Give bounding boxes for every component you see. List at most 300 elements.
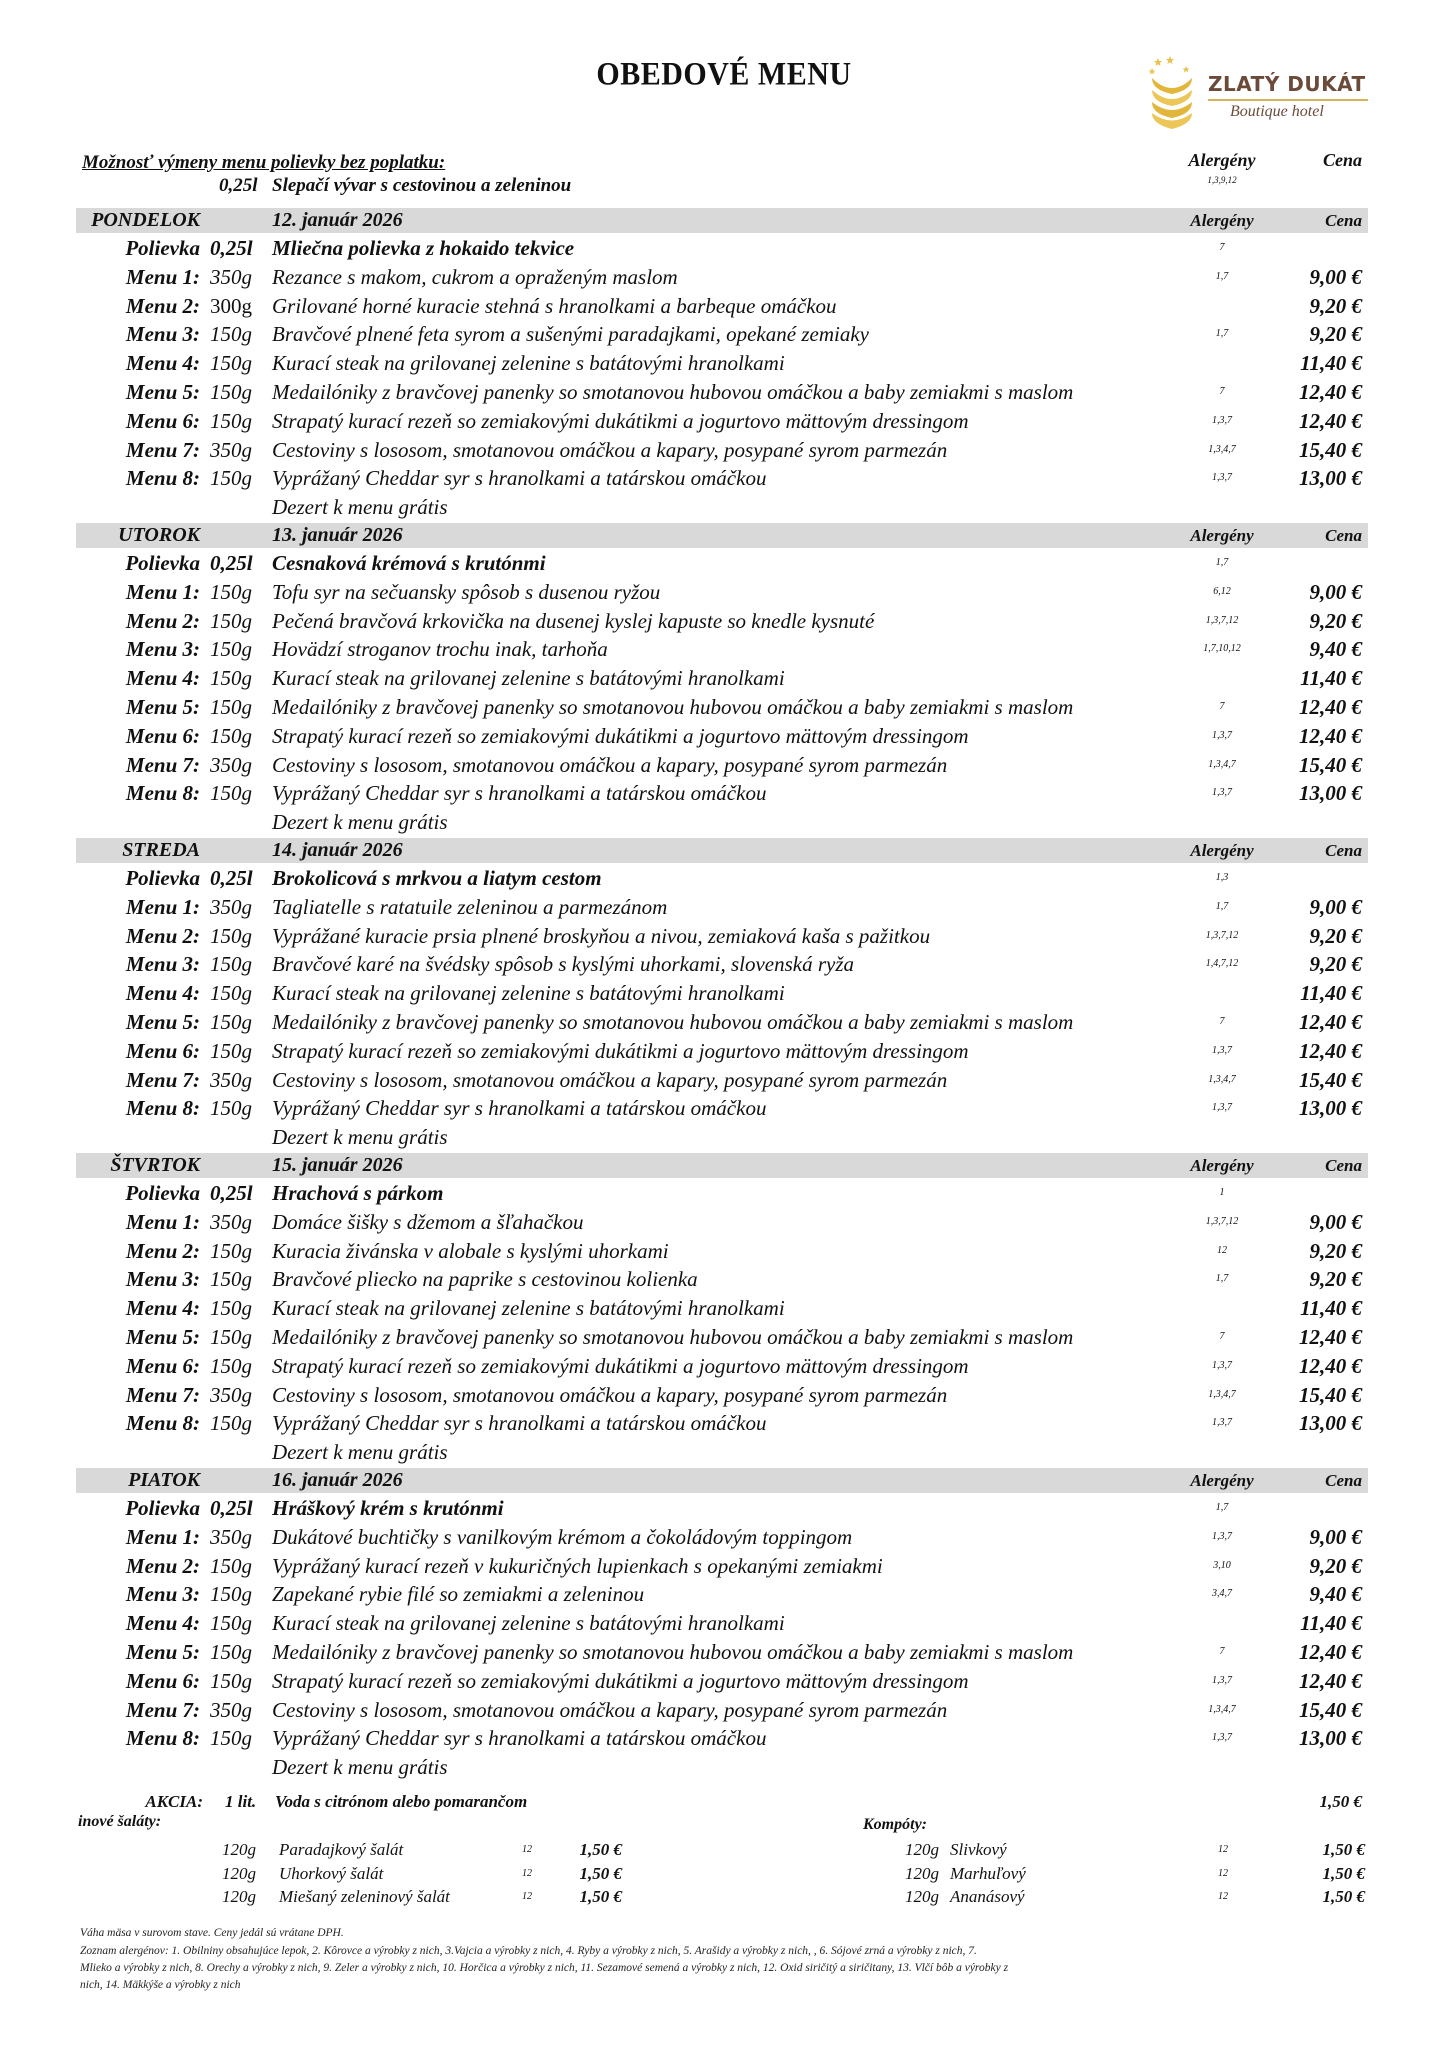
menu-allergens: 1,3,7 <box>1212 787 1232 799</box>
menu-price: 9,20 € <box>1309 1267 1362 1292</box>
item-weight: 120g <box>905 1863 939 1883</box>
menu-weight: 150g <box>210 666 252 691</box>
menu-label: Menu 6: <box>125 1668 200 1693</box>
dessert-row <box>0 1753 1448 1781</box>
item-weight: 120g <box>222 1887 256 1906</box>
soup-row <box>0 1494 1448 1522</box>
menu-row <box>0 950 1448 978</box>
menu-price: 11,40 € <box>1300 666 1362 691</box>
item-allergens: 12 <box>1218 1844 1228 1855</box>
soup-weight: 0,25l <box>210 1181 253 1205</box>
menu-dish-name: Vyprážaný Cheddar syr s hranolkami a tatárskou omáčkou <box>272 1411 767 1436</box>
day-date: 16. január 2026 <box>272 1469 403 1491</box>
item-name: Paradajkový šalát <box>279 1840 404 1859</box>
menu-allergens: 1,3,4,7 <box>1208 758 1236 770</box>
menu-price: 15,40 € <box>1299 1067 1362 1092</box>
menu-label: Menu 2: <box>125 923 200 948</box>
menu-allergens: 1,3,7 <box>1212 1359 1232 1371</box>
menu-price: 9,00 € <box>1309 1524 1362 1549</box>
menu-dish-name: Kurací steak na grilovanej zelenine s batátovými hranolkami <box>272 666 785 691</box>
promo-price: 1,50 € <box>1319 1792 1362 1811</box>
menu-label: Menu 1: <box>125 1524 200 1549</box>
menu-allergens: 1,3,7 <box>1212 472 1232 484</box>
allergens-column-header: Alergény <box>1190 841 1254 860</box>
menu-weight: 350g <box>210 1067 252 1092</box>
menu-price: 9,40 € <box>1309 1582 1362 1607</box>
dessert-row <box>0 493 1448 521</box>
hotel-logo <box>1140 52 1380 132</box>
menu-dish-name: Tofu syr na sečuansky spôsob s dusenou ryžou <box>272 579 661 604</box>
menu-price: 12,40 € <box>1299 408 1362 433</box>
menu-allergens: 3,4,7 <box>1212 1588 1232 1600</box>
menu-label: Menu 1: <box>125 1209 200 1234</box>
item-price: 1,50 € <box>579 1840 622 1859</box>
item-price: 1,50 € <box>1322 1840 1365 1859</box>
menu-price: 12,40 € <box>1299 1325 1362 1349</box>
menu-weight: 150g <box>210 322 252 347</box>
soup-weight: 0,25l <box>210 1496 253 1520</box>
menu-row <box>0 1381 1448 1409</box>
menu-allergens: 1,3,7 <box>1212 1530 1232 1542</box>
item-name: Ananásový <box>950 1887 1025 1906</box>
menu-weight: 150g <box>210 1582 252 1607</box>
menu-row <box>0 1294 1448 1322</box>
menu-price: 13,00 € <box>1299 1726 1362 1751</box>
menu-price: 9,20 € <box>1309 923 1362 948</box>
price-column-header: Cena <box>1325 211 1362 230</box>
menu-dish-name: Strapatý kurací rezeň so zemiakovými dukátikmi a jogurtovo mättovým dressingom <box>272 1668 969 1693</box>
menu-row <box>0 693 1448 721</box>
item-weight: 120g <box>905 1840 939 1859</box>
menu-row <box>0 635 1448 663</box>
soup-weight: 0,25l <box>210 236 253 260</box>
menu-dish-name: Vyprážaný Cheddar syr s hranolkami a tatárskou omáčkou <box>272 1096 767 1121</box>
menu-allergens: 1,3,7 <box>1212 1732 1232 1744</box>
menu-weight: 150g <box>210 1010 252 1034</box>
menu-row <box>0 1323 1448 1351</box>
price-column-header: Cena <box>1325 841 1362 860</box>
menu-allergens: 1,3,7,12 <box>1205 1215 1239 1227</box>
menu-row <box>0 1037 1448 1065</box>
menu-row <box>0 779 1448 807</box>
menu-row <box>0 722 1448 750</box>
menu-dish-name: Cestoviny s lososom, smotanovou omáčkou a kapary, posypané syrom parmezán <box>272 752 948 777</box>
menu-price: 13,00 € <box>1299 1096 1362 1121</box>
menu-row <box>0 1609 1448 1637</box>
menu-allergens: 7 <box>1219 1646 1225 1657</box>
menu-label: Menu 7: <box>125 752 200 777</box>
menu-weight: 300g <box>210 293 252 318</box>
menu-row <box>0 1008 1448 1036</box>
menu-dish-name: Vyprážaný Cheddar syr s hranolkami a tatárskou omáčkou <box>272 1726 767 1751</box>
exchange-allergens: 1,3,9,12 <box>1207 175 1237 185</box>
menu-price: 15,40 € <box>1299 1382 1362 1407</box>
menu-price: 11,40 € <box>1300 981 1362 1006</box>
item-allergens: 12 <box>1218 1867 1228 1879</box>
menu-label: Menu 3: <box>125 952 200 977</box>
menu-dish-name: Kuracia živánska v alobale s kyslými uhorkami <box>272 1238 669 1263</box>
menu-label: Menu 1: <box>125 264 200 289</box>
menu-dish-name: Kurací steak na grilovanej zelenine s batátovými hranolkami <box>272 1611 785 1636</box>
menu-weight: 350g <box>210 1697 252 1722</box>
menu-weight: 350g <box>210 437 252 462</box>
menu-weight: 150g <box>210 637 252 662</box>
menu-row <box>0 1237 1448 1265</box>
item-weight: 120g <box>222 1863 256 1883</box>
salad-item <box>222 1838 822 1861</box>
menu-weight: 150g <box>210 981 252 1006</box>
menu-label: Menu 8: <box>125 1726 200 1751</box>
promo-label: AKCIA: <box>145 1792 203 1811</box>
menu-weight: 150g <box>210 1411 252 1436</box>
menu-dish-name: Domáce šišky s džemom a šľahačkou <box>272 1209 584 1234</box>
dessert-note: Dezert k menu grátis <box>272 1125 448 1150</box>
menu-dish-name: Kurací steak na grilovanej zelenine s batátovými hranolkami <box>272 1296 785 1321</box>
menu-dish-name: Bravčové plnené feta syrom a sušenými paradajkami, opekané zemiaky <box>272 322 869 347</box>
menu-row <box>0 979 1448 1007</box>
menu-weight: 150g <box>210 723 252 748</box>
soup-label: Polievka <box>125 1496 200 1520</box>
menu-allergens: 1,3,7 <box>1212 729 1232 741</box>
menu-price: 9,00 € <box>1309 264 1362 289</box>
soup-weight: 0,25l <box>210 866 253 890</box>
menu-allergens: 7 <box>1219 1331 1225 1342</box>
menu-dish-name: Medailóniky z bravčovej panenky so smotanovou hubovou omáčkou a baby zemiakmi s maslom <box>272 695 1074 719</box>
item-allergens: 12 <box>522 1867 532 1879</box>
menu-row <box>0 292 1448 320</box>
menu-dish-name: Vyprážané kuracie prsia plnené broskyňou a nivou, zemiaková kaša s pažitkou <box>272 923 931 948</box>
day-date: 12. január 2026 <box>272 209 403 231</box>
compote-item <box>905 1862 1448 1885</box>
menu-row <box>0 1580 1448 1608</box>
menu-row <box>0 378 1448 406</box>
menu-row <box>0 578 1448 606</box>
price-column-header: Cena <box>1322 150 1362 170</box>
allergens-column-header: Alergény <box>1190 1156 1254 1175</box>
menu-price: 13,00 € <box>1299 466 1362 491</box>
menu-price: 9,00 € <box>1309 894 1362 919</box>
exchange-soup-name: Slepačí vývar s cestovinou a zeleninou <box>272 175 572 196</box>
menu-weight: 150g <box>210 1640 252 1664</box>
menu-row <box>0 1667 1448 1695</box>
price-column-header: Cena <box>1325 1471 1362 1490</box>
menu-label: Menu 8: <box>125 1096 200 1121</box>
soup-name: Mliečna polievka z hokaido tekvice <box>272 236 575 260</box>
item-price: 1,50 € <box>579 1887 622 1906</box>
menu-weight: 150g <box>210 1038 252 1063</box>
menu-label: Menu 5: <box>125 380 200 404</box>
menu-price: 9,40 € <box>1309 637 1362 662</box>
price-column-header: Cena <box>1325 1156 1362 1175</box>
menu-label: Menu 6: <box>125 1038 200 1063</box>
menu-dish-name: Vyprážaný Cheddar syr s hranolkami a tatárskou omáčkou <box>272 781 767 806</box>
soup-name: Hrachová s párkom <box>272 1181 444 1205</box>
menu-price: 11,40 € <box>1300 1296 1362 1321</box>
menu-row <box>0 1724 1448 1752</box>
salad-item <box>222 1862 822 1885</box>
menu-label: Menu 2: <box>125 1238 200 1263</box>
dessert-note: Dezert k menu grátis <box>272 810 448 835</box>
footer-note: Váha mäsa v surovom stave. Ceny jedál sú vrátane DPH. <box>80 1927 344 1939</box>
menu-price: 9,00 € <box>1309 1209 1362 1234</box>
allergens-column-header: Alergény <box>1188 150 1256 170</box>
menu-row <box>0 263 1448 291</box>
menu-dish-name: Cestoviny s lososom, smotanovou omáčkou a kapary, posypané syrom parmezán <box>272 1697 948 1722</box>
menu-price: 12,40 € <box>1299 723 1362 748</box>
menu-dish-name: Bravčové karé na švédsky spôsob s kyslými uhorkami, slovenská ryža <box>272 952 855 977</box>
menu-label: Menu 7: <box>125 1382 200 1407</box>
item-name: Slivkový <box>950 1840 1007 1859</box>
menu-price: 15,40 € <box>1299 1697 1362 1722</box>
menu-dish-name: Grilované horné kuracie stehná s hranolkami a barbeque omáčkou <box>272 293 837 318</box>
dessert-note: Dezert k menu grátis <box>272 1755 448 1780</box>
menu-label: Menu 4: <box>125 666 200 691</box>
menu-dish-name: Vyprážaný kurací rezeň v kukuričných lupienkach s opekanými zemiakmi <box>272 1553 883 1578</box>
day-header <box>76 838 1368 863</box>
menu-dish-name: Vyprážaný Cheddar syr s hranolkami a tatárskou omáčkou <box>272 466 767 491</box>
soup-name: Hráškový krém s krutónmi <box>272 1496 504 1520</box>
menu-allergens: 1,7 <box>1215 270 1229 282</box>
menu-label: Menu 8: <box>125 466 200 491</box>
menu-price: 12,40 € <box>1299 380 1362 404</box>
menu-weight: 150g <box>210 1096 252 1121</box>
menu-label: Menu 5: <box>125 1640 200 1664</box>
menu-weight: 150g <box>210 1238 252 1263</box>
menu-label: Menu 4: <box>125 1296 200 1321</box>
menu-allergens: 1,7,10,12 <box>1203 643 1241 655</box>
soup-exchange-row <box>0 175 1448 201</box>
menu-weight: 150g <box>210 781 252 806</box>
menu-price: 13,00 € <box>1299 781 1362 806</box>
item-price: 1,50 € <box>1322 1863 1365 1883</box>
day-name: STREDA <box>122 839 200 861</box>
menu-row <box>0 1409 1448 1437</box>
menu-label: Menu 3: <box>125 1582 200 1607</box>
menu-weight: 150g <box>210 1668 252 1693</box>
menu-allergens: 12 <box>1217 1244 1227 1256</box>
menu-label: Menu 6: <box>125 408 200 433</box>
menu-allergens: 1,3,4,7 <box>1208 1703 1236 1715</box>
menu-allergens: 1,4,7,12 <box>1205 958 1239 970</box>
menu-allergens: 6,12 <box>1213 585 1231 597</box>
menu-row <box>0 436 1448 464</box>
menu-label: Menu 4: <box>125 981 200 1006</box>
soup-name: Cesnaková krémová s krutónmi <box>272 551 546 575</box>
compote-item <box>905 1885 1448 1908</box>
item-price: 1,50 € <box>1322 1887 1365 1906</box>
menu-allergens: 7 <box>1219 701 1225 712</box>
menu-weight: 350g <box>210 1524 252 1549</box>
menu-label: Menu 1: <box>125 894 200 919</box>
day-date: 13. január 2026 <box>272 524 403 546</box>
day-name: PIATOK <box>128 1469 200 1491</box>
menu-weight: 350g <box>210 264 252 289</box>
menu-label: Menu 3: <box>125 1267 200 1292</box>
soup-label: Polievka <box>125 236 200 260</box>
menu-price: 11,40 € <box>1300 351 1362 376</box>
menu-allergens: 1,7 <box>1215 1273 1229 1285</box>
dessert-row <box>0 1438 1448 1466</box>
salads-label: inové šaláty: <box>78 1813 162 1830</box>
menu-label: Menu 2: <box>125 608 200 633</box>
item-price: 1,50 € <box>579 1863 622 1883</box>
dessert-row <box>0 1123 1448 1151</box>
menu-label: Menu 7: <box>125 437 200 462</box>
menu-price: 12,40 € <box>1299 1640 1362 1664</box>
menu-label: Menu 8: <box>125 1411 200 1436</box>
item-weight: 120g <box>222 1840 256 1859</box>
soup-allergens: 1,3 <box>1215 872 1229 883</box>
soup-label: Polievka <box>125 1181 200 1205</box>
soup-allergens: 1,7 <box>1215 1502 1229 1513</box>
menu-weight: 150g <box>210 466 252 491</box>
menu-row <box>0 349 1448 377</box>
menu-label: Menu 3: <box>125 322 200 347</box>
dessert-row <box>0 808 1448 836</box>
exchange-weight: 0,25l <box>219 175 258 196</box>
item-name: Uhorkový šalát <box>279 1863 384 1883</box>
menu-dish-name: Tagliatelle s ratatuile zeleninou a parmezánom <box>272 894 668 919</box>
menu-dish-name: Medailóniky z bravčovej panenky so smotanovou hubovou omáčkou a baby zemiakmi s maslom <box>272 1640 1074 1664</box>
menu-dish-name: Medailóniky z bravčovej panenky so smotanovou hubovou omáčkou a baby zemiakmi s maslom <box>272 1010 1074 1034</box>
item-name: Miešaný zeleninový šalát <box>279 1887 450 1906</box>
menu-row <box>0 1552 1448 1580</box>
menu-weight: 350g <box>210 894 252 919</box>
menu-dish-name: Strapatý kurací rezeň so zemiakovými dukátikmi a jogurtovo mättovým dressingom <box>272 1353 969 1378</box>
menu-label: Menu 2: <box>125 293 200 318</box>
salad-item <box>222 1885 822 1908</box>
menu-weight: 150g <box>210 1325 252 1349</box>
menu-label: Menu 5: <box>125 1325 200 1349</box>
menu-weight: 350g <box>210 1209 252 1234</box>
menu-allergens: 1,3,7 <box>1212 1417 1232 1429</box>
menu-dish-name: Pečená bravčová krkovička na dusenej kyslej kapuste so knedle kysnuté <box>272 608 875 633</box>
menu-price: 9,20 € <box>1309 293 1362 318</box>
menu-weight: 150g <box>210 1296 252 1321</box>
menu-dish-name: Hovädzí stroganov trochu inak, tarhoňa <box>272 637 608 662</box>
day-header <box>76 208 1368 233</box>
menu-weight: 350g <box>210 752 252 777</box>
day-header <box>76 523 1368 548</box>
day-name: ŠTVRTOK <box>110 1154 200 1176</box>
menu-dish-name: Strapatý kurací rezeň so zemiakovými dukátikmi a jogurtovo mättovým dressingom <box>272 408 969 433</box>
menu-weight: 150g <box>210 923 252 948</box>
promo-name: Voda s citrónom alebo pomarančom <box>275 1792 528 1811</box>
menu-dish-name: Strapatý kurací rezeň so zemiakovými dukátikmi a jogurtovo mättovým dressingom <box>272 723 969 748</box>
menu-price: 15,40 € <box>1299 437 1362 462</box>
menu-dish-name: Bravčové pliecko na paprike s cestovinou kolienka <box>272 1267 698 1292</box>
menu-label: Menu 6: <box>125 723 200 748</box>
menu-price: 9,20 € <box>1309 1238 1362 1263</box>
menu-label: Menu 4: <box>125 351 200 376</box>
menu-allergens: 3,10 <box>1213 1559 1231 1571</box>
item-allergens: 12 <box>522 1844 532 1855</box>
allergens-column-header: Alergény <box>1190 526 1254 545</box>
menu-label: Menu 4: <box>125 1611 200 1636</box>
soup-exchange-label: Možnosť výmeny menu polievky bez poplatku: <box>82 152 446 173</box>
menu-row <box>0 407 1448 435</box>
menu-dish-name: Cestoviny s lososom, smotanovou omáčkou a kapary, posypané syrom parmezán <box>272 437 948 462</box>
item-weight: 120g <box>905 1887 939 1906</box>
menu-row <box>0 1696 1448 1724</box>
day-header <box>76 1468 1368 1493</box>
logo-brand-name: ZLATÝ DUKÁT <box>1208 72 1366 96</box>
menu-price: 12,40 € <box>1299 1038 1362 1063</box>
menu-row <box>0 922 1448 950</box>
menu-row <box>0 1638 1448 1666</box>
menu-dish-name: Strapatý kurací rezeň so zemiakovými dukátikmi a jogurtovo mättovým dressingom <box>272 1038 969 1063</box>
day-name: PONDELOK <box>91 209 200 231</box>
menu-price: 12,40 € <box>1299 1010 1362 1034</box>
menu-dish-name: Cestoviny s lososom, smotanovou omáčkou a kapary, posypané syrom parmezán <box>272 1067 948 1092</box>
menu-allergens: 1,7 <box>1215 900 1229 912</box>
menu-weight: 150g <box>210 952 252 977</box>
menu-price: 9,20 € <box>1309 1553 1362 1578</box>
menu-price: 9,00 € <box>1309 579 1362 604</box>
menu-label: Menu 5: <box>125 695 200 719</box>
menu-row <box>0 1265 1448 1293</box>
menu-weight: 150g <box>210 351 252 376</box>
menu-row <box>0 1066 1448 1094</box>
menu-allergens: 7 <box>1219 1016 1225 1027</box>
menu-row <box>0 464 1448 492</box>
menu-allergens: 7 <box>1219 386 1225 397</box>
soup-weight: 0,25l <box>210 551 253 575</box>
menu-weight: 150g <box>210 1353 252 1378</box>
dessert-note: Dezert k menu grátis <box>272 495 448 520</box>
menu-dish-name: Medailóniky z bravčovej panenky so smotanovou hubovou omáčkou a baby zemiakmi s maslom <box>272 1325 1074 1349</box>
soup-label: Polievka <box>125 551 200 575</box>
menu-dish-name: Kurací steak na grilovanej zelenine s batátovými hranolkami <box>272 981 785 1006</box>
soup-row <box>0 1179 1448 1207</box>
day-date: 14. január 2026 <box>272 839 403 861</box>
menu-weight: 150g <box>210 695 252 719</box>
allergens-column-header: Alergény <box>1190 1471 1254 1490</box>
dessert-note: Dezert k menu grátis <box>272 1440 448 1465</box>
soup-allergens: 7 <box>1219 242 1225 253</box>
menu-row <box>0 1523 1448 1551</box>
menu-label: Menu 5: <box>125 1010 200 1034</box>
menu-weight: 150g <box>210 579 252 604</box>
menu-dish-name: Cestoviny s lososom, smotanovou omáčkou a kapary, posypané syrom parmezán <box>272 1382 948 1407</box>
menu-allergens: 1,3,7 <box>1212 1102 1232 1114</box>
allergens-column-header: Alergény <box>1190 211 1254 230</box>
menu-price: 13,00 € <box>1299 1411 1362 1436</box>
menu-row <box>0 607 1448 635</box>
menu-label: Menu 3: <box>125 637 200 662</box>
menu-allergens: 1,3,4,7 <box>1208 1388 1236 1400</box>
menu-price: 11,40 € <box>1300 1611 1362 1636</box>
menu-allergens: 1,3,7,12 <box>1205 929 1239 941</box>
page-title: OBEDOVÉ MENU <box>596 56 852 93</box>
menu-weight: 150g <box>210 380 252 404</box>
soup-row <box>0 234 1448 262</box>
promo-quantity: 1 lit. <box>225 1792 257 1811</box>
compotes-label: Kompóty: <box>863 1816 927 1833</box>
menu-weight: 150g <box>210 1726 252 1751</box>
menu-allergens: 1,3,7,12 <box>1205 614 1239 626</box>
menu-dish-name: Medailóniky z bravčovej panenky so smotanovou hubovou omáčkou a baby zemiakmi s maslom <box>272 380 1074 404</box>
menu-dish-name: Rezance s makom, cukrom a opraženým maslom <box>272 264 678 289</box>
menu-allergens: 1,3,7 <box>1212 1674 1232 1686</box>
menu-dish-name: Zapekané rybie filé so zemiakmi a zeleninou <box>272 1582 645 1607</box>
menu-dish-name: Dukátové buchtičky s vanilkovým krémom a čokoládovým toppingom <box>272 1524 853 1549</box>
menu-label: Menu 7: <box>125 1067 200 1092</box>
menu-price: 12,40 € <box>1299 695 1362 719</box>
day-header <box>76 1153 1368 1178</box>
menu-label: Menu 8: <box>125 781 200 806</box>
item-name: Marhuľový <box>950 1863 1026 1883</box>
